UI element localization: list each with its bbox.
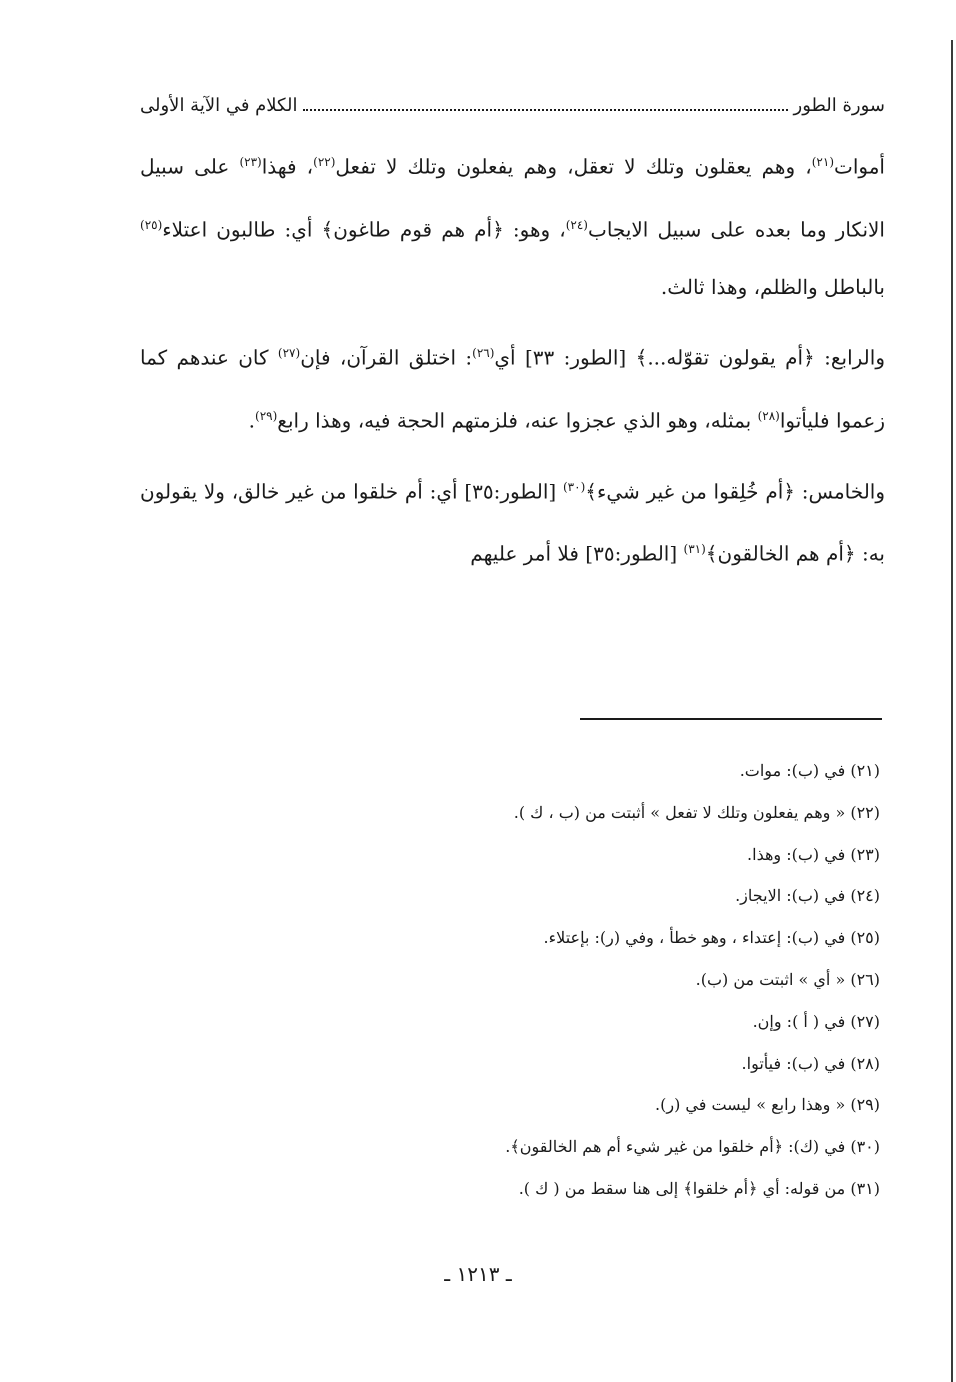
footnote-ref: (٢٥) (140, 217, 163, 232)
text-run: بالباطل والظلم، وهذا ثالث. (660, 275, 885, 300)
footnote-item: (٢٤) في (ب): الايجاز. (735, 886, 880, 906)
text-run: على سبيل الانكار وما بعده على سبيل الايجاب (140, 154, 885, 242)
text-run: بمثله، وهو الذي عجزوا عنه، فلزمتهم الحجة فيه، وهذا رابع (277, 408, 758, 433)
footnote-item: (٣٠) في (ك): ﴿أم خلقوا من غير شيء أم هم الخالقون﴾. (505, 1137, 880, 1157)
text-run: والخامس: ﴿أم خُلِقوا من غير شيء﴾ (585, 479, 885, 504)
text-run: أموات (834, 154, 885, 179)
footnote-item: (٢٦) « أي » اثبتت من (ب). (695, 969, 880, 989)
page-body (140, 95, 885, 591)
footnote-ref: (٣١) (683, 542, 706, 557)
paragraph (140, 458, 885, 583)
footnote-ref: (٢٤) (565, 217, 588, 232)
text-run: ، وهم يعقلون وتلك لا تعقل، وهم يفعلون وتلك لا تفعل (335, 154, 812, 179)
footnote-ref: (٢٢) (313, 155, 336, 169)
text-run: ، فهذا (261, 154, 314, 179)
footnote-item: (٢٣) في (ب): وهذا. (747, 844, 880, 864)
text-run: ، وهو: ﴿أم هم قوم طاغون﴾ أي: طالبون اعتلاء (162, 217, 566, 242)
paragraph (140, 324, 885, 449)
text-run: : اختلق القرآن، فإن (300, 345, 473, 370)
paragraph (140, 133, 885, 316)
text-run: كان عندهم كما زعموا فليأتوا (140, 345, 885, 433)
footnotes (140, 750, 880, 1210)
footnote-item: (٢٥) في (ب): إعتداء ، وهو خطأ ، وفي (ر): بإعتلاء. (543, 928, 880, 948)
footnote-item: (٢٨) في (ب): فيأتوا. (741, 1053, 880, 1073)
footnote-item: (٣١) من قوله: أي ﴿أم خلقوا﴾ إلى هنا سقط من ( ك ). (518, 1178, 880, 1198)
header-section: الكلام في الآية الأولى (140, 95, 298, 116)
footnote-ref: (٢٣) (239, 155, 262, 169)
running-header (140, 95, 885, 133)
footnote-ref: (٢٩) (255, 408, 278, 423)
text-run: [الطور:٣٥] فلا أمر عليهم (470, 541, 684, 566)
footnote-item: (٢٢) « وهم يفعلون وتلك لا تفعل » أثبتت من (ب ، ك ). (513, 802, 880, 822)
page-edge-line (951, 40, 953, 1382)
text-run: والرابع: ﴿أم يقولون تقوّله...﴾ [الطور: ٣٣] أي (494, 345, 885, 370)
main-text (140, 133, 885, 583)
text-run: [الطور:٣٥] أي: أم خلقوا من غير خالق، ولا يقولون به: ﴿أم هم الخالقون﴾ (140, 479, 885, 566)
header-dots (303, 109, 787, 111)
footnote-item: (٢٧) في ( أ ): وإن. (752, 1011, 880, 1031)
footnote-ref: (٢٨) (757, 408, 780, 423)
footnote-ref: (٢٧) (277, 346, 301, 361)
footnote-ref: (٣٠) (562, 479, 586, 494)
footnote-divider (580, 718, 882, 720)
footnote-item: (٢١) في (ب): موات. (739, 761, 880, 780)
footnote-ref: (٢٦) (472, 346, 495, 361)
footnote-ref: (٢١) (811, 155, 834, 169)
page-number: ـ ١٢١٣ ـ (444, 1262, 512, 1286)
header-surah: سورة الطور (793, 95, 885, 116)
footnote-item: (٢٩) « وهذا رابع » ليست في (ر). (655, 1095, 880, 1115)
text-run: . (248, 408, 256, 433)
